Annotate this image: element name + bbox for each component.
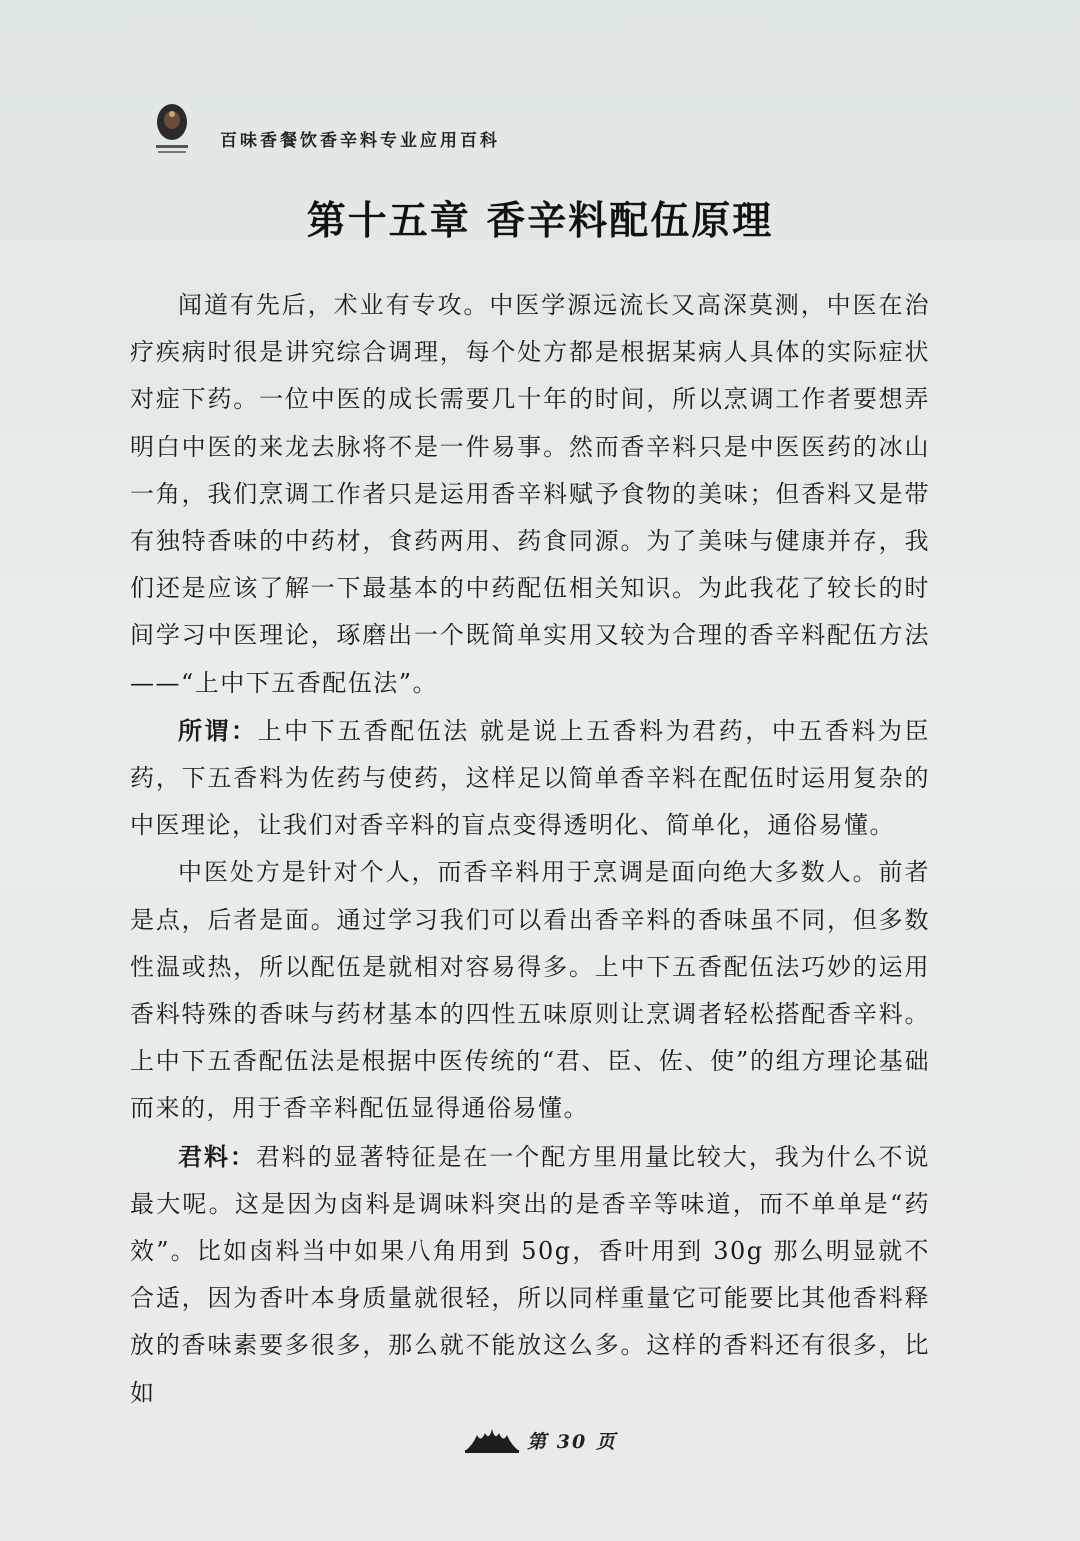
paragraph	[130, 707, 930, 850]
term-label: 君料：	[178, 1141, 256, 1171]
book-title: 百味香餐饮香辛料专业应用百科	[220, 131, 500, 151]
paragraph	[130, 849, 930, 1132]
publisher-logo-icon	[150, 100, 194, 158]
paragraph	[130, 282, 930, 707]
page-footer	[0, 1425, 1080, 1455]
body-text	[130, 282, 930, 1417]
page-number: 第 30 页	[527, 1430, 617, 1453]
chapter-title: 第十五章 香辛料配伍原理	[306, 198, 774, 244]
paragraph-text: 中医处方是针对个人，而香辛料用于烹调是面向绝大多数人。前者是点，后者是面。通过学习我们可以看出香辛料的香味虽不同，但多数性温或热，所以配伍是就相对容易得多。上中下五香配伍法巧妙的运用香料特殊的香味与药材基本的四性五味原则让烹调者轻松搭配香辛料。上中下五香配伍法是根据中医传统的“君、臣、佐、使”的组方理论基础而来的，用于香辛料配伍显得通俗易懂。	[130, 858, 930, 1123]
paragraph-text: 闻道有先后，术业有专攻。中医学源远流长又高深莫测，中医在治疗疾病时很是讲究综合调理，每个处方都是根据某病人具体的实际症状对症下药。一位中医的成长需要几十年的时间，所以烹调工作者要想弄明白中医的来龙去脉将不是一件易事。然而香辛料只是中医医药的冰山一角，我们烹调工作者只是运用香辛料赋予食物的美味；但香料又是带有独特香味的中药材，食药两用、药食同源。为了美味与健康并存，我们还是应该了解一下最基本的中药配伍相关知识。为此我花了较长的时间学习中医理论，琢磨出一个既简单实用又较为合理的香辛料配伍方法——“上中下五香配伍法”。	[130, 291, 930, 697]
paragraph-text: 君料的显著特征是在一个配方里用量比较大，我为什么不说最大呢。这是因为卤料是调味料突出的是香辛等味道，而不单单是“药效”。比如卤料当中如果八角用到 50g，香叶用到 30g 那么明显就不合适，因为香叶本身质量就很轻，所以同样重量它可能要比其他香料释放的香味素要多很多，那么就不能放这么多。这样的香料还有很多，比如	[130, 1142, 931, 1407]
paragraph-text: 上中下五香配伍法 就是说上五香料为君药，中五香料为臣药，下五香料为佐药与使药，这样足以简单香辛料在配伍时运用复杂的中医理论，让我们对香辛料的盲点变得透明化、简单化，通俗易懂。	[130, 716, 930, 840]
term-label: 所谓：	[178, 715, 258, 745]
paragraph	[130, 1133, 930, 1417]
ornament-icon	[463, 1425, 521, 1455]
